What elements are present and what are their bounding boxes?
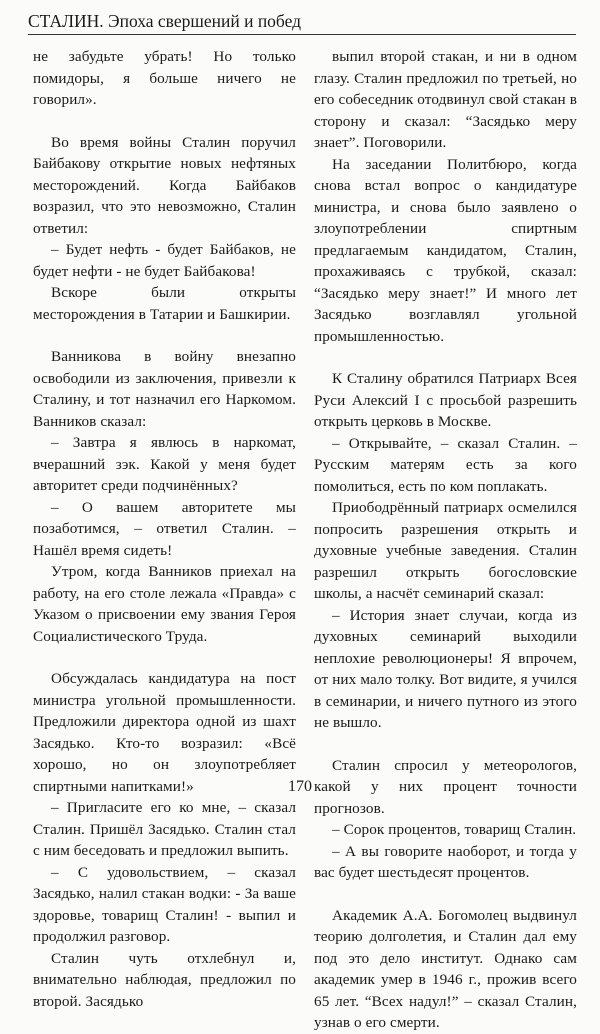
paragraph: – Будет нефть - будет Байбаков, не будет нефти - не будет Байбакова! bbox=[33, 241, 296, 280]
paragraph: На заседании Политбюро, когда снова встал вопрос о кандидатуре министра, и снова было заявлено о злоупотреблении спиртным предлагаемым кандидатом, Сталин, прохаживаясь с трубкой, сказал: “Засядько меру знает!” И много лет Засядько возглавлял угольной промышленностью. bbox=[314, 155, 577, 345]
paragraph: не забудьте убрать! Но только помидоры, я больше ничего не говорил». bbox=[33, 48, 296, 108]
left-column bbox=[33, 46, 296, 1012]
running-header: СТАЛИН. Эпоха свершений и побед bbox=[28, 11, 302, 31]
paragraph: Сталин спросил у метеорологов, какой у них процент точности прогнозов. bbox=[314, 756, 577, 817]
right-column bbox=[314, 46, 577, 1034]
paragraph: Вскоре были открыты месторождения в Татарии и Башкирии. bbox=[33, 284, 296, 323]
paragraph: – А вы говорите наоборот, и тогда у вас будет шестьдесят процентов. bbox=[314, 842, 577, 881]
paragraph: – Завтра я явлюсь в наркомат, вчерашний зэк. Какой у меня будет авторитет среди подчинённых? bbox=[33, 434, 296, 494]
paragraph: – Пригласите его ко мне, – сказал Сталин. Пришёл Засядько. Сталин стал с ним беседовать и предложил выпить. bbox=[33, 799, 296, 859]
paragraph: Обсуждалась кандидатура на пост министра угольной промышленности. Предложили директора одной из шахт Засядько. Кто-то возразил: «Всё хорошо, но он злоупотребляет спиртными напитками!» bbox=[33, 670, 296, 795]
paragraph: – Сорок процентов, товарищ Сталин. bbox=[332, 821, 577, 838]
page-number: 170 bbox=[288, 778, 312, 795]
paragraph: выпил второй стакан, и ни в одном глазу. Сталин предложил по третьей, но его собеседник отодвинул свой стакан в сторону и сказал: “Засядько меру знает”. Поговорили. bbox=[314, 48, 577, 151]
paragraph: Во время войны Сталин поручил Байбакову открытие новых нефтяных месторождений. Когда Байбаков возразил, что это невозможно, Сталин ответил: bbox=[33, 133, 296, 237]
paragraph: Академик А.А. Богомолец выдвинул теорию долголетия, и Сталин дал ему под это дело институт. Однако сам академик умер в 1946 г., прожив всего 65 лет. “Всех надул!” – сказал Сталин, узнав о его смерти. bbox=[314, 906, 577, 1031]
paragraph: – История знает случаи, когда из духовных семинарий выходили неплохие революционеры! Я впрочем, от них мало толку. Вот видите, я учился в семинарии, и ничего путного из этого не вышло. bbox=[314, 606, 577, 731]
paragraph: – С удовольствием, – сказал Засядько, налил стакан водки: - За ваше здоровье, товарищ Сталин! - выпил и продолжил разговор. bbox=[33, 863, 296, 945]
paragraph: Сталин чуть отхлебнул и, внимательно наблюдая, предложил по второй. Засядько bbox=[33, 949, 296, 1010]
paragraph: – Открывайте, – сказал Сталин. – Русским матерям есть за кого помолиться, есть по ком поплакать. bbox=[314, 434, 577, 495]
header-rule bbox=[28, 34, 576, 35]
paragraph: К Сталину обратился Патриарх Всея Руси Алексий I с просьбой разрешить открыть церковь в Москве. bbox=[314, 370, 577, 430]
paragraph: Ванникова в войну внезапно освободили из заключения, привезли к Сталину, и тот назначил его Наркомом. Ванников сказал: bbox=[33, 348, 296, 430]
paragraph: – О вашем авторитете мы позаботимся, – ответил Сталин. – Нашёл время сидеть! bbox=[33, 498, 296, 559]
paragraph: Утром, когда Ванников приехал на работу, на его столе лежала «Правда» с Указом о присвоении ему звания Героя Социалистического Труда. bbox=[33, 563, 296, 645]
paragraph: Приободрённый патриарх осмелился попросить разрешения открыть и духовные учебные заведения. Сталин разрешил открыть богословские школы, а насчёт семинарий сказал: bbox=[314, 499, 577, 602]
